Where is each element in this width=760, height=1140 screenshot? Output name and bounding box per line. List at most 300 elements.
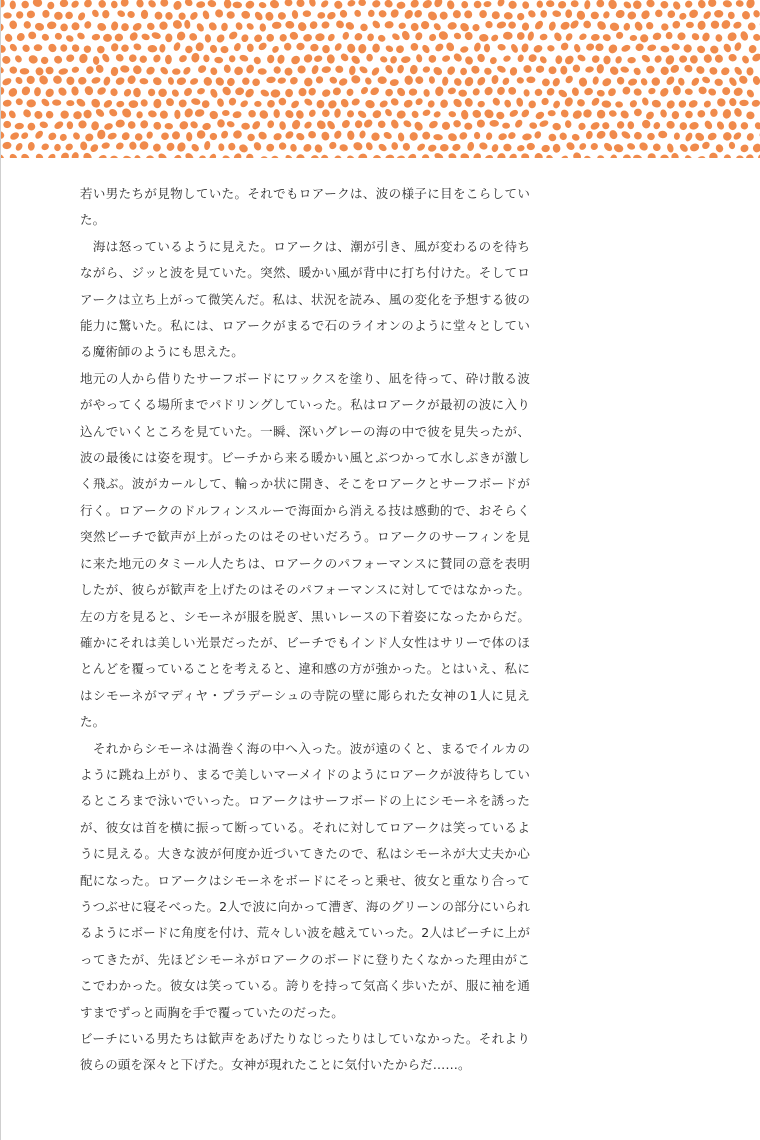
pattern-dot: [735, 154, 745, 158]
pattern-dot: [339, 144, 349, 152]
pattern-dot: [385, 154, 395, 158]
pattern-dot: [552, 143, 561, 153]
pattern-dot: [627, 11, 638, 21]
pattern-dot: [739, 100, 748, 106]
pattern-dot: [110, 42, 119, 52]
pattern-dot: [382, 131, 393, 141]
pattern-dot: [103, 33, 113, 42]
pattern-dot: [655, 9, 663, 17]
pattern-dot: [628, 99, 638, 109]
pattern-dot: [715, 96, 727, 108]
pattern-dot: [80, 141, 88, 151]
pattern-dot: [620, 130, 632, 141]
pattern-dot: [423, 88, 431, 97]
pattern-dot: [413, 8, 424, 19]
pattern-dot: [182, 66, 192, 76]
pattern-dot: [174, 110, 181, 120]
pattern-dot: [190, 52, 200, 63]
pattern-dot: [508, 108, 519, 118]
pattern-dot: [402, 142, 411, 151]
pattern-dot: [684, 88, 693, 95]
pattern-dot: [59, 0, 69, 8]
pattern-dot: [114, 33, 123, 42]
pattern-dot: [720, 66, 731, 77]
pattern-dot: [438, 10, 449, 21]
pattern-dot: [164, 123, 173, 130]
pattern-dot: [367, 9, 375, 17]
pattern-dot: [739, 143, 750, 154]
pattern-dot: [490, 33, 500, 43]
pattern-dot: [102, 10, 110, 19]
pattern-dot: [638, 141, 650, 153]
pattern-dot: [207, 0, 217, 8]
pattern-dot: [665, 99, 676, 110]
pattern-dot: [370, 66, 381, 77]
pattern-dot: [92, 56, 99, 66]
pattern-dot: [197, 154, 207, 158]
pattern-dot: [207, 21, 218, 32]
pattern-dot: [83, 85, 94, 97]
pattern-dot: [621, 85, 632, 96]
pattern-dot: [589, 121, 601, 132]
pattern-dot: [576, 10, 587, 21]
pattern-dot: [273, 65, 282, 74]
pattern-dot: [596, 64, 604, 74]
pattern-dot: [34, 22, 45, 32]
pattern-dot: [313, 55, 323, 63]
pattern-dot: [573, 43, 582, 53]
pattern-dot: [251, 77, 262, 88]
pattern-dot: [489, 120, 499, 127]
pattern-dot: [384, 64, 395, 75]
pattern-dot: [622, 0, 632, 10]
pattern-dot: [146, 131, 154, 140]
pattern-dot: [447, 132, 458, 143]
pattern-dot: [140, 98, 149, 107]
pattern-dot: [665, 120, 675, 130]
pattern-dot: [83, 0, 94, 9]
pattern-dot: [552, 99, 561, 109]
pattern-dot: [196, 64, 207, 75]
pattern-dot: [526, 143, 535, 151]
pattern-dot: [186, 132, 192, 142]
pattern-dot: [327, 99, 339, 111]
pattern-dot: [139, 119, 149, 130]
pattern-dot: [152, 53, 162, 63]
pattern-dot: [427, 143, 437, 152]
pattern-dot: [384, 108, 394, 118]
pattern-dot: [590, 96, 601, 107]
pattern-dot: [89, 143, 100, 154]
pattern-dot: [534, 88, 543, 97]
pattern-dot: [522, 133, 533, 141]
pattern-dot: [178, 98, 188, 108]
pattern-dot: [410, 109, 420, 119]
pattern-dot: [453, 77, 464, 88]
pattern-dot: [1, 109, 7, 120]
pattern-dot: [269, 0, 281, 10]
pattern-dot: [284, 154, 294, 158]
pattern-dot: [196, 1, 206, 9]
pattern-dot: [515, 97, 524, 108]
pattern-dot: [683, 64, 693, 74]
pattern-dot: [366, 54, 373, 62]
pattern-dot: [585, 66, 595, 74]
pattern-dot: [541, 144, 551, 153]
pattern-dot: [620, 66, 630, 74]
pattern-dot: [91, 8, 100, 18]
pattern-dot: [728, 141, 736, 150]
pattern-dot: [8, 152, 18, 158]
pattern-dot: [202, 122, 212, 131]
pattern-dot: [83, 109, 93, 119]
pattern-dot: [10, 0, 16, 9]
pattern-dot: [472, 0, 482, 10]
pattern-dot: [172, 41, 181, 52]
pattern-dot: [302, 52, 314, 64]
pattern-dot: [58, 67, 69, 75]
pattern-dot: [496, 85, 507, 96]
pattern-dot: [697, 0, 707, 9]
pattern-dot: [688, 99, 699, 109]
pattern-dot: [401, 30, 411, 42]
pattern-dot: [526, 76, 535, 83]
pattern-dot: [658, 130, 667, 138]
pattern-dot: [616, 76, 626, 86]
pattern-dot: [38, 74, 50, 86]
pattern-dot: [397, 132, 405, 142]
pattern-dot: [217, 119, 225, 128]
pattern-dot: [651, 99, 662, 109]
pattern-dot: [244, 0, 255, 10]
pattern-dot: [353, 9, 362, 19]
pattern-dot: [590, 33, 600, 41]
pattern-dot: [226, 77, 236, 87]
pattern-dot: [333, 42, 343, 52]
pattern-dot: [453, 32, 462, 41]
pattern-dot: [60, 110, 69, 118]
pattern-dot: [756, 153, 760, 158]
pattern-dot: [477, 100, 486, 108]
pattern-dot: [546, 0, 555, 7]
pattern-dot: [748, 44, 758, 54]
pattern-dot: [571, 87, 580, 97]
pattern-dot: [602, 33, 612, 42]
pattern-dot: [378, 9, 387, 18]
pattern-dot: [371, 0, 381, 8]
pattern-dot: [517, 54, 525, 63]
pattern-dot: [634, 42, 645, 52]
pattern-dot: [307, 86, 317, 96]
pattern-dot: [739, 121, 749, 131]
pattern-dot: [632, 66, 642, 76]
pattern-dot: [146, 21, 156, 31]
pattern-dot: [533, 152, 543, 158]
pattern-dot: [596, 89, 605, 97]
pattern-dot: [334, 108, 342, 118]
pattern-dot: [313, 143, 323, 154]
pattern-dot: [752, 33, 760, 42]
pattern-dot: [1, 44, 7, 54]
pattern-dot: [119, 0, 129, 8]
pattern-dot: [403, 98, 414, 109]
pattern-dot: [327, 33, 337, 43]
pattern-dot: [60, 23, 68, 31]
pattern-dot: [728, 53, 738, 62]
pattern-dot: [652, 31, 663, 41]
pattern-dot: [94, 63, 104, 74]
pattern-dot: [442, 76, 449, 86]
pattern-dot: [626, 142, 636, 151]
pattern-dot: [295, 109, 305, 120]
pattern-dot: [751, 142, 760, 154]
pattern-dot: [377, 120, 386, 129]
pattern-dot: [357, 152, 368, 158]
pattern-dot: [746, 111, 754, 119]
pattern-dot: [317, 11, 326, 19]
pattern-dot: [448, 111, 457, 118]
pattern-dot: [26, 99, 36, 107]
pattern-dot: [520, 108, 531, 119]
pattern-dot: [72, 110, 82, 120]
pattern-dot: [284, 0, 293, 7]
pattern-dot: [160, 131, 170, 141]
pattern-dot: [555, 55, 563, 64]
pattern-dot: [246, 132, 256, 142]
pattern-dot: [674, 132, 681, 140]
pattern-dot: [491, 75, 499, 85]
pattern-dot: [232, 110, 242, 119]
pattern-dot: [234, 86, 245, 96]
pattern-dot: [701, 75, 711, 84]
pattern-dot: [342, 31, 350, 41]
pattern-dot: [371, 109, 382, 120]
pattern-dot: [102, 76, 111, 87]
pattern-dot: [483, 1, 492, 8]
pattern-dot: [41, 33, 51, 43]
pattern-dot: [107, 132, 118, 141]
pattern-dot: [459, 21, 471, 33]
pattern-dot: [551, 77, 561, 88]
pattern-dot: [672, 0, 682, 11]
pattern-dot: [346, 110, 354, 119]
pattern-dot: [321, 88, 332, 98]
pattern-dot: [152, 76, 163, 87]
pattern-dot: [557, 88, 568, 99]
pattern-dot: [627, 121, 634, 130]
pattern-dot: [589, 142, 599, 152]
pattern-dot: [415, 54, 423, 63]
pattern-dot: [389, 55, 398, 64]
pattern-dot: [157, 152, 168, 158]
pattern-dot: [439, 99, 449, 109]
pattern-dot: [732, 131, 743, 141]
pattern-dot: [548, 110, 556, 117]
pattern-dot: [447, 152, 457, 158]
pattern-dot: [483, 85, 494, 97]
pattern-dot: [708, 66, 719, 77]
pattern-dot: [85, 65, 95, 76]
pattern-dot: [646, 152, 657, 158]
pattern-dot: [133, 154, 142, 158]
pattern-dot: [446, 65, 457, 76]
pattern-dot: [502, 54, 511, 62]
pattern-dot: [246, 154, 254, 158]
pattern-dot: [582, 108, 594, 120]
pattern-dot: [84, 133, 94, 143]
pattern-dot: [659, 0, 669, 10]
pattern-dot: [421, 130, 432, 141]
pattern-dot: [707, 87, 717, 97]
pattern-dot: [322, 45, 330, 54]
pattern-dot: [445, 41, 456, 52]
pattern-dot: [9, 20, 18, 30]
pattern-dot: [597, 110, 605, 119]
pattern-dot: [632, 153, 644, 158]
pattern-dot: [240, 33, 250, 43]
pattern-dot: [428, 76, 435, 85]
pattern-dot: [215, 33, 226, 44]
pattern-dot: [496, 20, 507, 29]
pattern-dot: [722, 42, 732, 53]
pattern-dot: [167, 77, 175, 86]
pattern-dot: [647, 44, 657, 52]
pattern-dot: [545, 86, 556, 97]
pattern-dot: [400, 56, 411, 64]
pattern-dot: [260, 155, 270, 158]
pattern-dot: [26, 10, 35, 19]
pattern-dot: [710, 108, 719, 117]
pattern-dot: [732, 86, 744, 97]
pattern-dot: [221, 85, 233, 97]
pattern-dot: [527, 53, 538, 64]
pattern-dot: [109, 87, 118, 96]
pattern-dot: [350, 54, 362, 66]
pattern-dot: [690, 55, 698, 64]
pattern-dot: [559, 108, 570, 119]
pattern-dot: [178, 12, 187, 21]
pattern-dot: [171, 130, 181, 140]
pattern-dot: [615, 101, 623, 108]
pattern-dot: [2, 99, 12, 107]
pattern-dot: [222, 110, 230, 116]
pattern-dot: [350, 74, 361, 84]
pattern-dot: [433, 152, 444, 158]
pattern-dot: [40, 142, 50, 151]
pattern-dot: [673, 85, 682, 95]
pattern-dot: [190, 142, 200, 152]
pattern-dot: [367, 33, 375, 42]
pattern-dot: [416, 142, 427, 152]
pattern-dot: [101, 52, 111, 63]
pattern-dot: [659, 109, 667, 119]
pattern-dot: [358, 43, 367, 53]
pattern-dot: [259, 23, 266, 32]
pattern-dot: [653, 54, 663, 64]
pattern-dot: [733, 107, 743, 118]
pattern-dot: [326, 11, 337, 21]
pattern-dot: [289, 75, 300, 85]
pattern-dot: [609, 22, 620, 32]
pattern-dot: [320, 131, 330, 142]
pattern-dot: [258, 109, 270, 121]
pattern-dot: [533, 130, 542, 140]
pattern-dot: [77, 119, 88, 130]
pattern-dot: [52, 99, 62, 106]
pattern-dot: [716, 120, 726, 131]
pattern-dot: [157, 87, 168, 98]
pattern-dot: [288, 30, 299, 41]
pattern-dot: [34, 152, 44, 158]
pattern-dot: [552, 122, 562, 132]
pattern-dot: [601, 121, 611, 131]
pattern-dot: [746, 132, 755, 142]
pattern-dot: [208, 153, 217, 158]
pattern-dot: [622, 154, 631, 158]
pattern-dot: [189, 120, 199, 130]
pattern-dot: [390, 118, 400, 129]
pattern-dot: [44, 87, 56, 99]
pattern-dot: [120, 131, 131, 142]
pattern-dot: [195, 41, 205, 52]
pattern-dot: [223, 0, 231, 9]
pattern-dot: [360, 86, 370, 96]
pattern-dot: [359, 22, 369, 32]
pattern-dot: [428, 32, 438, 42]
pattern-dot: [491, 96, 501, 107]
pattern-dot: [139, 54, 149, 64]
pattern-dot: [257, 41, 268, 52]
pattern-dot: [514, 118, 524, 129]
pattern-dot: [298, 88, 306, 97]
pattern-dot: [458, 131, 469, 142]
pattern-dot: [508, 0, 518, 10]
pattern-dot: [474, 132, 481, 140]
pattern-dot: [720, 18, 732, 30]
pattern-dot: [476, 75, 487, 87]
pattern-dot: [564, 74, 574, 85]
pattern-dot: [4, 33, 14, 43]
pattern-dot: [165, 33, 173, 42]
pattern-dot: [139, 78, 149, 85]
pattern-dot: [234, 21, 243, 31]
pattern-dot: [226, 120, 235, 128]
pattern-dot: [138, 140, 150, 152]
pattern-dot: [1, 77, 12, 87]
pattern-dot: [226, 11, 235, 19]
pattern-dot: [47, 131, 58, 142]
pattern-dot: [728, 121, 737, 131]
pattern-dot: [483, 108, 495, 120]
pattern-dot: [78, 53, 89, 65]
pattern-dot: [428, 119, 439, 130]
pattern-dot: [232, 129, 244, 140]
pattern-dot: [470, 64, 481, 75]
pattern-dot: [660, 154, 669, 158]
pattern-dot: [689, 142, 700, 152]
pattern-dot: [576, 53, 586, 63]
pattern-dot: [529, 121, 538, 129]
pattern-dot: [266, 76, 276, 83]
pattern-dot: [434, 86, 444, 97]
pattern-dot: [548, 21, 557, 32]
pattern-dot: [585, 130, 594, 140]
pattern-dot: [686, 22, 694, 29]
pattern-dot: [746, 21, 757, 32]
pattern-dot: [295, 132, 306, 142]
pattern-dot: [396, 64, 404, 74]
pattern-dot: [221, 22, 229, 31]
